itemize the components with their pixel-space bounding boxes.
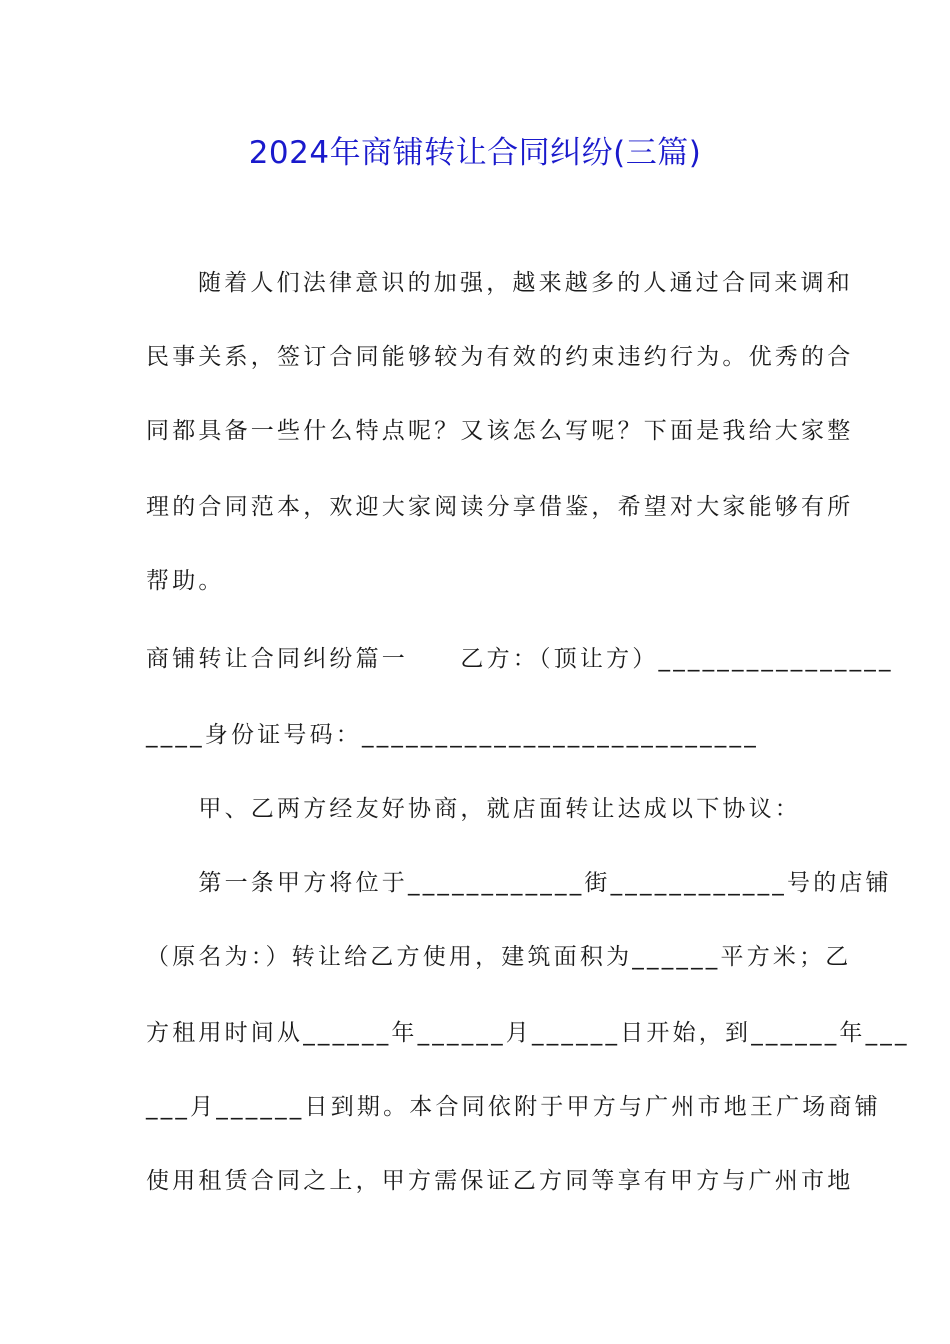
intro-line-3: 同都具备一些什么特点呢？又该怎么写呢？下面是我给大家整 xyxy=(146,418,854,444)
article-1-line-5: 使用租赁合同之上，甲方需保证乙方同等享有甲方与广州市地 xyxy=(146,1168,854,1194)
id-number-line: ____身份证号码：___________________________ xyxy=(146,722,759,748)
document-title: 2024年商铺转让合同纠纷(三篇) xyxy=(248,135,702,171)
article-1-line-2: （原名为：）转让给乙方使用，建筑面积为______平方米；乙 xyxy=(146,944,852,970)
section-heading-line: 商铺转让合同纠纷篇一 乙方：（顶让方）________________ xyxy=(146,646,894,672)
article-1-line-3: 方租用时间从______年______月______日开始，到______年___ xyxy=(146,1020,910,1046)
article-1-line-4: ___月______日到期。本合同依附于甲方与广州市地王广场商铺 xyxy=(146,1094,881,1120)
agreement-intro-line: 甲、乙两方经友好协商，就店面转让达成以下协议： xyxy=(146,796,801,822)
article-1-line-1: 第一条甲方将位于____________街____________号的店铺 xyxy=(146,870,892,896)
intro-line-2: 民事关系，签订合同能够较为有效的约束违约行为。优秀的合 xyxy=(146,344,854,370)
intro-line-4: 理的合同范本，欢迎大家阅读分享借鉴，希望对大家能够有所 xyxy=(146,494,854,520)
intro-line-1: 随着人们法律意识的加强，越来越多的人通过合同来调和 xyxy=(198,270,853,296)
intro-line-5: 帮助。 xyxy=(146,568,225,594)
